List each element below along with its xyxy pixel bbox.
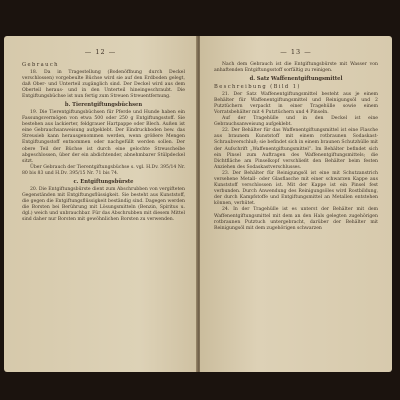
paragraph-19-usage: Über Gebrauch der Tierentgiftungsbüchse s. vgl. H.Dv. 395/14 Nr. 80 bis 83 und H.Dv. 395/15 Nr. 71 bis 74. [22, 164, 185, 176]
left-page-text [22, 62, 185, 362]
heading-waffenentgiftungsmittel: d. Satz Waffenentgiftungsmittel [249, 76, 343, 83]
section-label-beschreibung: Beschreibung (Bild 1) [214, 84, 301, 91]
paragraph-23: 23. Der Behälter für Reinigungsöl ist eine mit Schutzanstrich versehene Metall- oder Glasflasche mit einer schwarzen Kappe aus Kunststoff verschlossen ist. Mit der Kappe ist ein Pinsel fest verbunden. Durch Anwendung des Reinigungsöles wird Rostbildung, der durch Kampfstoffe und Entgiftungsmittel an Metallen entstehen können, verhütet. [214, 170, 378, 207]
page-number-left: — 12 — [84, 48, 117, 56]
heading-entgiftungsbuerste: c. Entgiftungsbürste [73, 179, 134, 185]
paragraph-19: 19. Die Tierentgiftungsbüchsen für Pferde und Hunde haben ein Fassungsvermögen von etwa 500 oder 250 g Entgiftungsstoff. Sie bestehen aus lackierter, feldgrauer Hartpappe oder Blech. Außen ist eine Gebrauchsanweisung aufgeklebt. Der Eindruckboden bew. das Streusieb kann herausgenommen werden, wenn größere Mengen Entgiftungsstoff entnommen oder nachgefüllt werden sollen. Der obere Teil der Büchse ist durch eine gelochte Streuscheibe abgeschlossen, über der ein abdichtender, abnehmbarer Stülpdeckel sitzt. [22, 109, 185, 164]
paragraph-intro: Nach dem Gebrauch ist die Entgiftungsbürste mit Wasser von anhaftenden Entgiftungsstoff sorfältig zu reinigen. [214, 62, 378, 74]
paragraph-21-note: Auf der Tragehülle und in den Deckel ist eine Gebrauchsanweisung aufgeklebt. [214, 116, 378, 128]
paragraph-18: 18. Da in Tragestellung (Bodenöffnung durch Deckel verschlossen) vorgebeulte Büchse wird sie auf den Erdboden gelegt, daß Ober- und Unterteil zugänglich sind. Der Deckel wird aus dem Oberteil heraus- und in den Unterteil hineingeschraubt. Die Entgiftungsbüchse ist nun fertig zum Streuen Streuentfernung. [22, 69, 185, 99]
section-label-gebrauch: Gebrauch [22, 62, 59, 68]
right-page-text [214, 62, 378, 362]
page-number-right: — 13 — [280, 48, 312, 56]
left-page [4, 36, 197, 372]
paragraph-21: 21. Der Satz Waffenentgiftungsmittel besteht aus je einem Behälter für Waffenentgiftungsmittel und Reinigungsöl und 2 Putztüchern verpackt in einer Tragehülle sowie einem Vorratsbehälter mit 4 Putztüchern und 4 Pinseln. [214, 91, 378, 115]
right-page [200, 36, 392, 372]
paragraph-24: 24. In der Tragehülle ist es unterst der Behälter mit dem Waffenentgiftungsmittel mit dem an den Hals gelegten zugehörigen rotbraunen Putztuch untergebracht, darüber der Behälter mit Reinigungsöl mit dem zugehörigen schwarzen [214, 207, 378, 231]
paragraph-20: 20. Die Entgiftungsbürste dient zum Abschrubben von vergifteten Gegenständen mit Entgiftungsflüssigkeit. Sie besteht aus Kunststoff, die gegen die Entgiftungsflüssigkeit beständig sind. Dagegen werden die Borsten bei Berührung mit Lösungsmitteln (Benzin, Spiritus u. dgl.) weich und unbrauchbar. Für das Abschrubben mit diesem Mittel sind daher nur Borsten mit gewöhnlichen Borsten zu verwenden. [22, 187, 185, 223]
heading-tierentgiftungsbuechsen: b. Tierentgiftungsbüchsen [64, 101, 143, 108]
paragraph-22: 22. Der Behälter für das Waffenentgiftungsmittel ist eine Flasche aus braunem Kunststoff mit einem rotbraunen Sodaskast-Schraubverschluß; sie befindet sich in einem braunen Schutzhülle mit der Aufschrift „Waffenentgiftungsmittel“. Im Behälter befindet sich ein Pinsel zum Auftragen des Waffenentgiftungsmittels; die Dichtfläche am Pinselkopf verschließt den Behälter beim festen Anziehen des Sodaskastverschlusses. [214, 128, 378, 170]
